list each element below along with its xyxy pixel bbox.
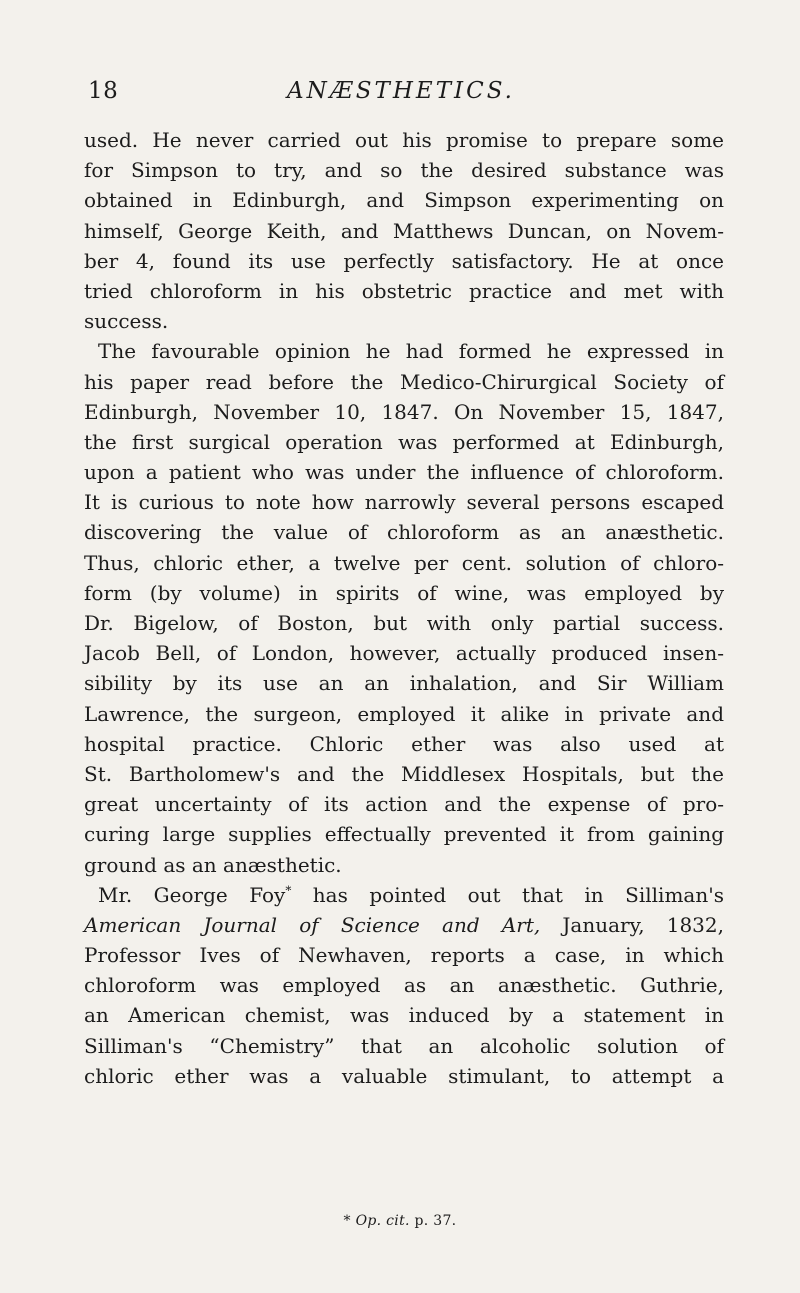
page-header xyxy=(76,78,726,112)
text-fragment: has pointed out that in Silliman's xyxy=(291,882,724,907)
text-line: ber 4, found its use perfectly satisfactory. He at once xyxy=(84,248,724,273)
text-line: Silliman's “Chemistry” that an alcoholic solution of xyxy=(84,1033,724,1058)
text-line: hospital practice. Chloric ether was also used at xyxy=(84,731,724,756)
running-title: ANÆSTHETICS. xyxy=(287,78,515,104)
text-line: an American chemist, was induced by a statement in xyxy=(84,1003,724,1028)
text-line: It is curious to note how narrowly several persons escaped xyxy=(84,490,724,515)
text-line: tried chloroform in his obstetric practice and met with xyxy=(84,278,724,303)
text-line: used. He never carried out his promise to prepare some xyxy=(84,128,724,152)
text-line: Edinburgh, November 10, 1847. On November 15, 1847, xyxy=(84,399,724,424)
text-line: obtained in Edinburgh, and Simpson experimenting on xyxy=(84,188,724,213)
text-line: great uncertainty of its action and the expense of pro- xyxy=(84,792,724,817)
footnote xyxy=(0,1213,800,1229)
footnote-page: p. 37. xyxy=(409,1213,457,1229)
text-line: for Simpson to try, and so the desired substance was xyxy=(84,158,724,183)
text-fragment: Mr. George Foy xyxy=(98,882,286,907)
text-line: Jacob Bell, of London, however, actually produced insen- xyxy=(84,641,724,666)
footnote-reference: * xyxy=(285,883,292,898)
text-line: upon a patient who was under the influence of chloroform. xyxy=(84,460,724,485)
text-line: chloric ether was a valuable stimulant, to attempt a xyxy=(84,1063,724,1088)
text-line: chloroform was employed as an anæsthetic. Guthrie, xyxy=(84,973,724,998)
text-line: himself, George Keith, and Matthews Duncan, on Novem- xyxy=(84,218,724,243)
page-number: 18 xyxy=(88,78,119,104)
text-line: Lawrence, the surgeon, employed it alike in private and xyxy=(84,701,724,726)
journal-title: American Journal of Science and Art, xyxy=(84,912,541,937)
text-line: sibility by its use an an inhalation, and Sir William xyxy=(84,671,724,696)
body-text xyxy=(84,125,724,1091)
text-line xyxy=(84,910,724,940)
text-line: ground as an anæsthetic. xyxy=(84,852,342,877)
text-line: The favourable opinion he had formed he expressed in xyxy=(98,339,724,364)
text-line: success. xyxy=(84,309,169,334)
text-line: St. Bartholomew's and the Middlesex Hospitals, but the xyxy=(84,761,724,786)
text-line: the first surgical operation was performed at Edinburgh, xyxy=(84,429,724,454)
text-fragment: January, 1832, xyxy=(540,912,724,937)
text-line: curing large supplies effectually prevented it from gaining xyxy=(84,822,724,847)
text-line xyxy=(84,880,724,910)
footnote-citation: Op. cit. xyxy=(355,1213,410,1229)
text-line: form (by volume) in spirits of wine, was employed by xyxy=(84,580,724,605)
text-line: Thus, chloric ether, a twelve per cent. solution of chloro- xyxy=(84,550,724,575)
text-line: discovering the value of chloroform as an anæsthetic. xyxy=(84,520,724,545)
text-line: Dr. Bigelow, of Boston, but with only partial success. xyxy=(84,611,724,635)
footnote-mark: * xyxy=(343,1213,356,1229)
text-line: his paper read before the Medico-Chirurgical Society of xyxy=(84,369,724,394)
text-line: Professor Ives of Newhaven, reports a case, in which xyxy=(84,943,724,968)
